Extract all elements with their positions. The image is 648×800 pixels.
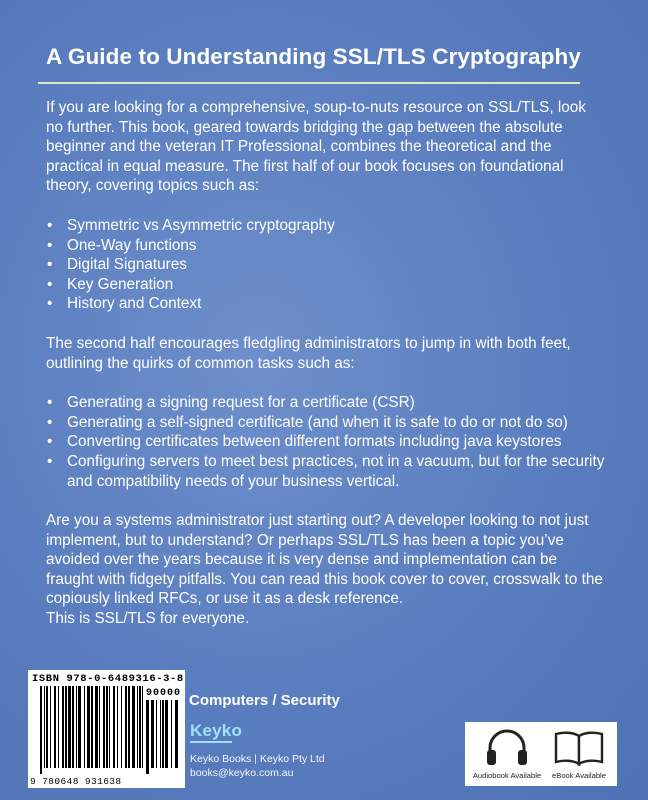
admin-tasks-list	[46, 393, 606, 491]
barcode-bars-icon	[40, 686, 144, 774]
list-item: • One-Way functions	[46, 236, 606, 256]
second-half-paragraph: The second half encourages fledgling administrators to jump in with both feet, outlining the quirks of common tasks such as:	[46, 334, 571, 372]
open-book-icon	[553, 728, 605, 768]
publisher-line: Keyko Books | Keyko Pty Ltd	[190, 753, 325, 765]
isbn-barcode	[28, 670, 185, 788]
addon-barcode-icon	[146, 700, 180, 774]
list-item: • Generating a self-signed certificate (and when it is safe to do or not do so)	[46, 413, 606, 433]
list-item: • Key Generation	[46, 275, 606, 295]
ean-digits: 9 780648 931638	[30, 776, 122, 787]
ebook-badge	[541, 722, 617, 786]
list-item: • Generating a signing request for a certificate (CSR)	[46, 393, 606, 413]
isbn-text: ISBN 978-0-6489316-3-8	[32, 673, 184, 685]
list-item: • Converting certificates between different formats including java keystores	[46, 432, 606, 452]
list-item: • History and Context	[46, 294, 606, 314]
intro-paragraph: If you are looking for a comprehensive, soup-to-nuts resource on SSL/TLS, look no further. This book, geared towards bridging the gap between the absolute beginner and the veteran IT Professional, combines the theoretical and the practical in equal measure. The first half of our book focuses on foundational theory, covering topics such as:	[46, 99, 586, 195]
price-code: 90000	[145, 688, 181, 699]
blurb	[46, 98, 606, 629]
closing-line: This is SSL/TLS for everyone.	[46, 610, 250, 628]
list-item: • Digital Signatures	[46, 255, 606, 275]
headphones-icon	[484, 728, 530, 768]
book-title: A Guide to Understanding SSL/TLS Cryptography	[46, 44, 581, 69]
audience-paragraph: Are you a systems administrator just starting out? A developer looking to not just implement, but to understand? Or perhaps SSL/TLS has been a topic you’ve avoided over the years because it is very dense and implementation can be fraught with fidgety pitfalls. You can read this book cover to cover, crosswalk to the copiously linked RFCs, or use it as a desk reference.	[46, 512, 603, 608]
audiobook-badge	[465, 722, 549, 786]
list-item: • Configuring servers to meet best practices, not in a vacuum, but for the security and compatibility needs of your business vertical.	[46, 452, 606, 491]
ebook-label: eBook Available	[552, 771, 606, 780]
publisher-logo: Keyko	[190, 721, 243, 740]
theory-topics-list	[46, 216, 606, 314]
list-item: • Symmetric vs Asymmetric cryptography	[46, 216, 606, 236]
audiobook-label: Audiobook Available	[472, 771, 542, 780]
logo-underline	[190, 741, 232, 743]
publisher-info	[190, 752, 325, 780]
category-label: Computers / Security	[189, 692, 340, 709]
publisher-email: books@keyko.com.au	[190, 767, 294, 779]
title-divider	[38, 82, 580, 84]
